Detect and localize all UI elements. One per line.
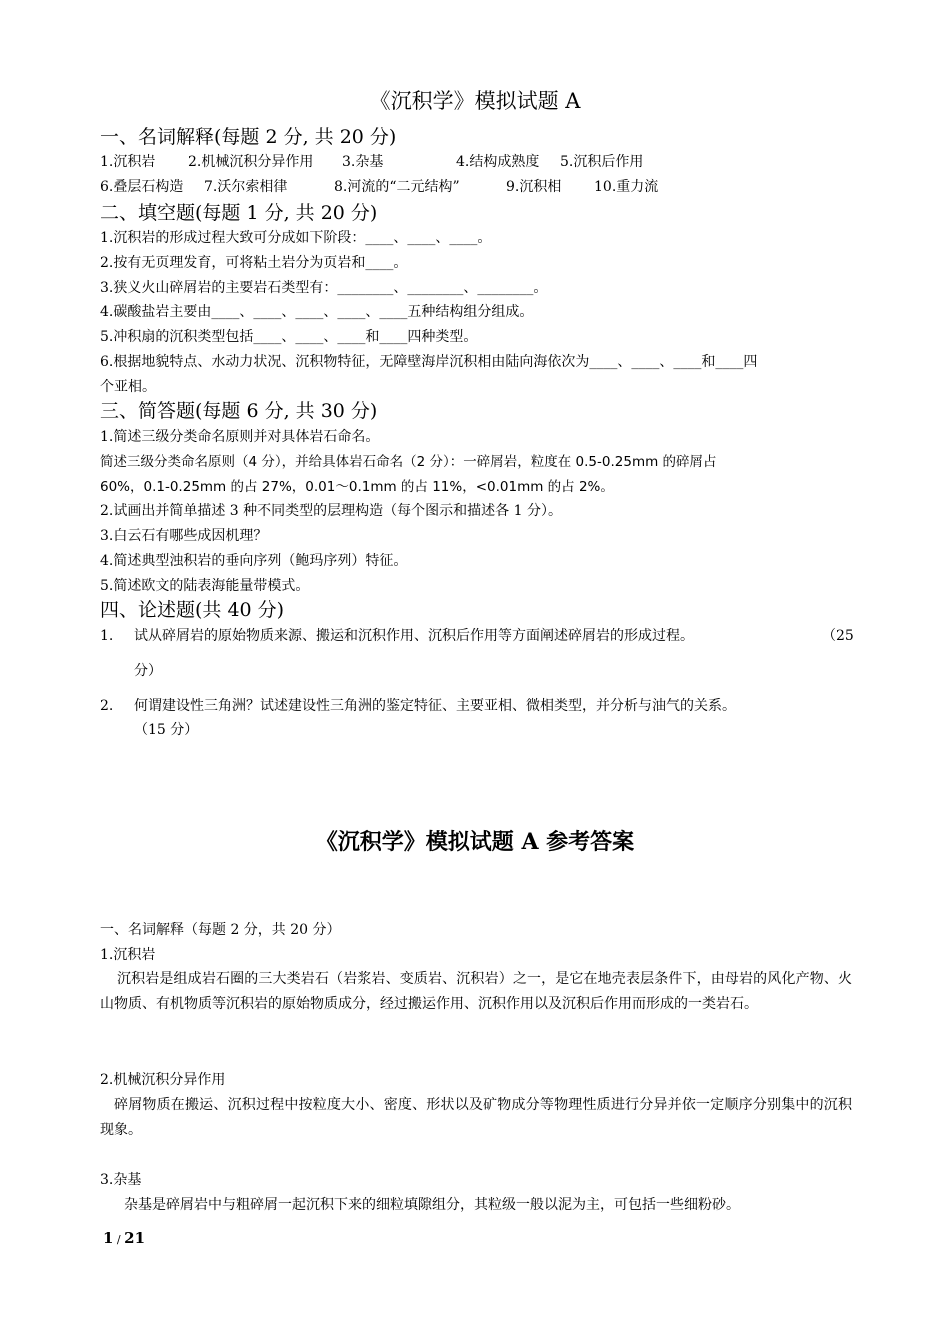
fill-question-2: 2.按有无页理发育，可将粘土岩分为页岩和____。 [100,255,408,271]
term-item: 5.沉积后作用 [560,154,644,170]
fill-question-5: 5.冲积扇的沉积类型包括____、____、____和____四种类型。 [100,329,478,345]
term-item: 1.沉积岩 [100,154,156,170]
term-item: 2.机械沉积分异作用 [188,154,314,170]
short-question-2: 2.试画出并简单描述 3 种不同类型的层理构造（每个图示和描述各 1 分）。 [100,503,562,519]
short-question-4: 4.简述典型浊积岩的垂向序列（鲍玛序列）特征。 [100,553,408,569]
answer-key-title: 《沉积学》模拟试题 A 参考答案 [315,829,635,855]
essay-question-1-cont [100,661,860,681]
answer-term-3-title: 3.杂基 [100,1172,142,1188]
essay-score: （15 分） [134,722,199,738]
page-separator: / [113,1233,125,1246]
fill-question-1: 1.沉积岩的形成过程大致可分成如下阶段：____、____、____。 [100,230,492,246]
short-question-3: 3.白云石有哪些成因机理？ [100,528,268,544]
fill-question-4: 4.碳酸盐岩主要由____、____、____、____、____五种结构组分组成。 [100,304,534,320]
current-page: 1 [103,1229,114,1247]
term-item: 7.沃尔索相律 [204,179,288,195]
fill-question-6-cont: 个亚相。 [100,379,156,395]
terms-row-1 [100,152,852,172]
terms-row-2 [100,177,852,197]
answer-term-3-body: 杂基是碎屑岩中与粗碎屑一起沉积下来的细粒填隙组分，其粒级一般以泥为主，可包括一些细粉砂。 [124,1197,740,1213]
essay-score: （25 [822,628,854,644]
answer-section-heading: 一、名词解释（每题 2 分，共 20 分） [100,922,341,938]
essay-score-cont: 分） [134,663,162,679]
section-3-heading: 三、简答题(每题 6 分, 共 30 分) [100,400,378,422]
essay-question-2 [100,696,860,716]
term-item: 10.重力流 [594,179,659,195]
short-question-1-detail-cont: 60%，0.1-0.25mm 的占 27%，0.01～0.1mm 的占 11%，<0.01mm 的占 2%。 [100,479,614,495]
section-2-heading: 二、填空题(每题 1 分, 共 20 分) [100,202,378,224]
essay-number: 2. [100,698,114,714]
essay-number: 1. [100,628,114,644]
term-item: 6.叠层石构造 [100,179,184,195]
answer-term-2-title: 2.机械沉积分异作用 [100,1072,226,1088]
essay-question-2-cont [100,720,860,740]
section-1-heading: 一、名词解释(每题 2 分, 共 20 分) [100,126,397,148]
fill-question-3: 3.狭义火山碎屑岩的主要岩石类型有：________、________、________。 [100,280,548,296]
term-item: 9.沉积相 [506,179,562,195]
section-4-heading: 四、论述题(共 40 分) [100,599,285,621]
exam-title: 《沉积学》模拟试题 A [369,89,581,113]
answer-term-2-body: 碎屑物质在搬运、沉积过程中按粒度大小、密度、形状以及矿物成分等物理性质进行分异并依一定顺序分别集中的沉积现象。 [100,1097,852,1138]
essay-text: 何谓建设性三角洲？试述建设性三角洲的鉴定特征、主要亚相、微相类型，并分析与油气的关系。 [134,698,736,714]
page-number [103,1228,145,1250]
term-item: 8.河流的“二元结构” [334,179,460,195]
term-item: 3.杂基 [342,154,384,170]
answer-term-1-title: 1.沉积岩 [100,947,156,963]
fill-question-6: 6.根据地貌特点、水动力状况、沉积物特征，无障壁海岸沉积相由陆向海依次为____、____、____和____四 [100,354,758,370]
answer-term-1-body: 沉积岩是组成岩石圈的三大类岩石（岩浆岩、变质岩、沉积岩）之一，是它在地壳表层条件下，由母岩的风化产物、火山物质、有机物质等沉积岩的原始物质成分，经过搬运作用、沉积作用以及沉积后作用而形成的一类岩石。 [100,971,852,1012]
short-question-1-detail: 简述三级分类命名原则（4 分），并给具体岩石命名（2 分）：一碎屑岩，粒度在 0.5-0.25mm 的碎屑占 [100,454,717,470]
essay-text: 试从碎屑岩的原始物质来源、搬运和沉积作用、沉积后作用等方面阐述碎屑岩的形成过程。 [134,628,694,644]
short-question-5: 5.简述欧文的陆表海能量带模式。 [100,578,310,594]
term-item: 4.结构成熟度 [456,154,540,170]
essay-question-1 [100,626,860,646]
short-question-1: 1.简述三级分类命名原则并对具体岩石命名。 [100,429,380,445]
total-pages: 21 [124,1229,146,1247]
